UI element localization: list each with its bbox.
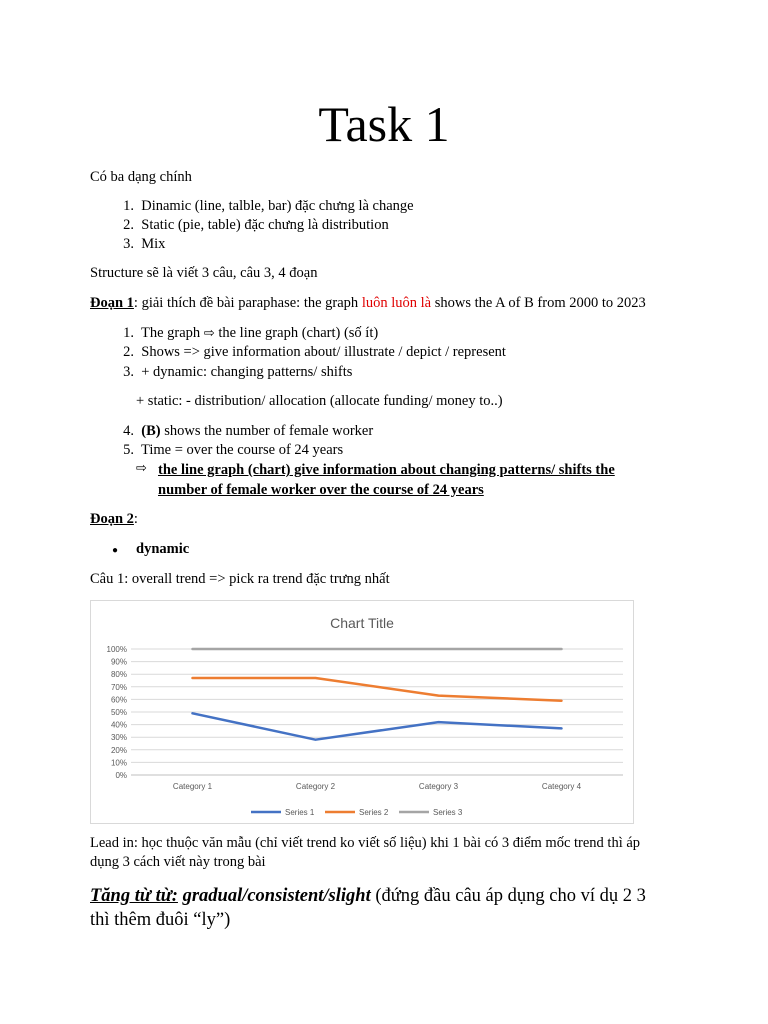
doan1-item-4 bbox=[112, 422, 373, 441]
y-tick-label: 100% bbox=[106, 645, 127, 654]
tang-label: Tăng từ từ: bbox=[90, 886, 178, 906]
legend-label-2: Series 2 bbox=[359, 808, 389, 817]
y-tick-label: 20% bbox=[110, 745, 127, 755]
lead-in-line-2: dụng 3 cách viết này trong bài bbox=[90, 854, 266, 870]
y-tick-label: 30% bbox=[110, 733, 127, 743]
type-item-2 bbox=[112, 216, 389, 235]
doan1-item-2-text: Shows => give information about/ illustrate / depict / represent bbox=[141, 344, 506, 360]
doan1-item-5-num: 5. bbox=[123, 442, 134, 458]
cau1-text: Câu 1: overall trend => pick ra trend đặc trưng nhất bbox=[90, 571, 390, 587]
line-chart bbox=[90, 600, 634, 824]
doan1-highlight: luôn luôn là bbox=[361, 295, 432, 311]
bullet-text: dynamic bbox=[136, 541, 190, 557]
series-line-1 bbox=[193, 713, 562, 739]
y-tick-label: 60% bbox=[110, 695, 127, 705]
x-tick-label: Category 3 bbox=[418, 782, 459, 791]
x-tick-label: Category 2 bbox=[295, 782, 336, 791]
bullet-icon: ● bbox=[112, 545, 119, 556]
result-line-2: number of female worker over the course of 24 years bbox=[158, 482, 484, 498]
type-item-2-num: 2. bbox=[123, 217, 134, 233]
tang-rest: (đứng đầu câu áp dụng cho ví dụ 2 3 bbox=[370, 886, 646, 906]
doan1-item-1 bbox=[112, 324, 378, 343]
doan1-item-1-num: 1. bbox=[123, 325, 134, 341]
x-tick-label: Category 4 bbox=[541, 782, 582, 791]
structure-text: Structure sẽ là viết 3 câu, câu 3, 4 đoạn bbox=[90, 265, 318, 281]
legend-label-3: Series 3 bbox=[433, 808, 463, 817]
x-tick-label: Category 1 bbox=[172, 782, 213, 791]
tang-line-2: thì thêm đuôi “ly”) bbox=[90, 910, 231, 930]
y-tick-label: 50% bbox=[110, 708, 127, 717]
doan1-item-5 bbox=[112, 441, 343, 460]
arrow-icon: ⇨ bbox=[203, 326, 215, 341]
type-item-3 bbox=[112, 235, 165, 254]
doan1-item-4-text: shows the number of female worker bbox=[160, 423, 374, 439]
doan2-heading bbox=[90, 510, 138, 529]
tang-heading bbox=[90, 884, 646, 908]
doan1-text-b: shows the A of B from 2000 to 2023 bbox=[431, 295, 646, 311]
result-line-1: the line graph (chart) give information about changing patterns/ shifts the bbox=[158, 462, 615, 478]
doan1-item-3-text: + dynamic: changing patterns/ shifts bbox=[141, 364, 353, 380]
y-tick-label: 70% bbox=[110, 682, 127, 692]
doan1-item-2-num: 2. bbox=[123, 344, 134, 360]
intro-text: Có ba dạng chính bbox=[90, 169, 192, 185]
doan1-item-4-bold: (B) bbox=[141, 423, 161, 439]
lead-in-line-1: Lead in: học thuộc văn mẫu (chỉ viết trend ko viết số liệu) khi 1 bài có 3 điểm mốc trend thì áp bbox=[90, 835, 641, 851]
series-line-2 bbox=[193, 678, 562, 701]
type-item-3-num: 3. bbox=[123, 236, 134, 252]
chart-title: Chart Title bbox=[330, 615, 394, 631]
y-tick-label: 0% bbox=[115, 771, 127, 780]
doan1-item-5-text: Time = over the course of 24 years bbox=[141, 442, 344, 458]
doan1-item-3-num: 3. bbox=[123, 364, 134, 380]
y-tick-label: 40% bbox=[110, 720, 127, 730]
doan1-label: Đoạn 1 bbox=[90, 295, 134, 311]
doan1-paragraph bbox=[90, 294, 646, 313]
doan1-item-2 bbox=[112, 343, 506, 362]
doan1-item-1-text-a: The graph bbox=[141, 325, 204, 341]
doan2-label: Đoạn 2 bbox=[90, 511, 134, 527]
page-title: Task 1 bbox=[318, 96, 450, 152]
type-item-1-num: 1. bbox=[123, 198, 134, 214]
chart-svg bbox=[91, 601, 633, 823]
result-arrow-icon: ⇨ bbox=[136, 461, 147, 476]
y-tick-label: 10% bbox=[110, 758, 127, 768]
tang-words: gradual/consistent/slight bbox=[177, 886, 371, 906]
doan1-item-3 bbox=[112, 363, 352, 382]
type-item-1-text: Dinamic (line, talble, bar) đặc chưng là change bbox=[141, 198, 414, 214]
type-item-3-text: Mix bbox=[141, 236, 166, 252]
type-item-1 bbox=[112, 197, 414, 216]
doan1-text-a: : giải thích đề bài paraphase: the graph bbox=[133, 295, 362, 311]
static-line: + static: - distribution/ allocation (allocate funding/ money to..) bbox=[136, 393, 503, 409]
y-tick-label: 80% bbox=[110, 670, 127, 680]
doan1-item-4-num: 4. bbox=[123, 423, 134, 439]
legend-label-1: Series 1 bbox=[285, 808, 315, 817]
type-item-2-text: Static (pie, table) đặc chưng là distribution bbox=[141, 217, 389, 233]
doan2-colon: : bbox=[133, 511, 138, 527]
doan1-item-1-text-b: the line graph (chart) (số ít) bbox=[214, 325, 379, 341]
y-tick-label: 90% bbox=[110, 657, 127, 667]
